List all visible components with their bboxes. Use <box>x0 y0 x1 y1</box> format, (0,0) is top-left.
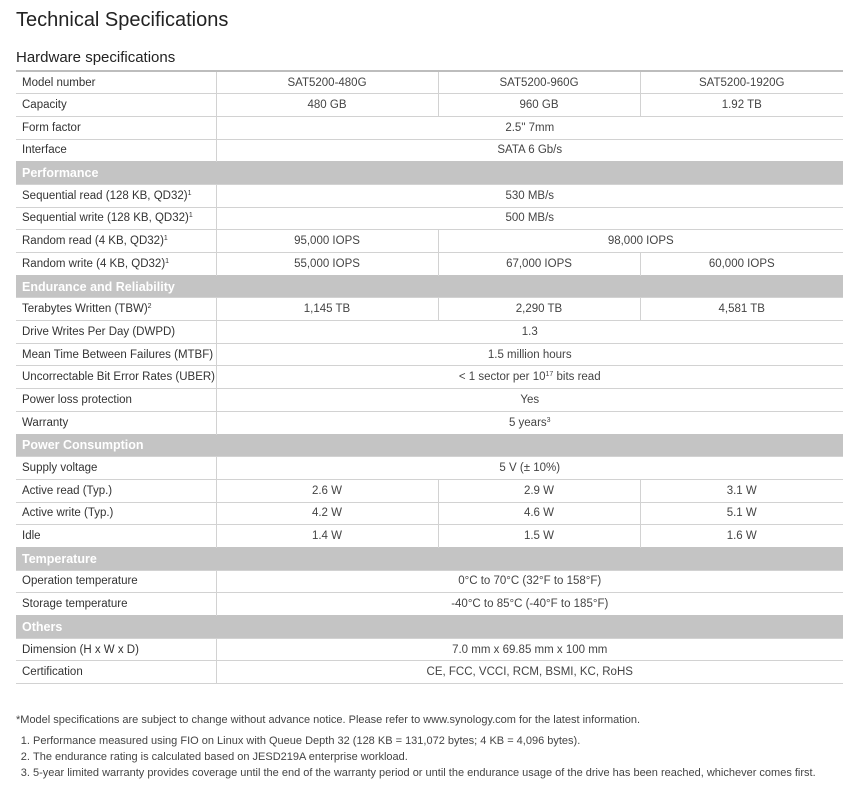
spec-row <box>16 94 843 117</box>
spec-value-text: SAT5200-1920G <box>699 76 785 89</box>
spec-value <box>640 253 843 276</box>
spec-value <box>216 298 438 321</box>
disclaimer: *Model specifications are subject to change without advance notice. Please refer to www.synology.com for the latest information. <box>16 714 641 727</box>
spec-value <box>216 411 843 434</box>
spec-label <box>16 230 216 253</box>
spec-value <box>216 116 843 139</box>
section-header: Temperature <box>16 547 843 570</box>
spec-value <box>640 298 843 321</box>
spec-row <box>16 457 843 480</box>
spec-value-text: 7.0 mm x 69.85 mm x 100 mm <box>452 643 608 656</box>
spec-label-text: Supply voltage <box>22 462 98 475</box>
spec-value-text: 95,000 IOPS <box>294 235 360 248</box>
spec-label <box>16 184 216 207</box>
spec-value-text: 1.4 W <box>311 530 343 543</box>
spec-value <box>216 207 843 230</box>
spec-row <box>16 184 843 207</box>
page-title: Technical Specifications <box>16 9 229 31</box>
spec-label <box>16 525 216 548</box>
spec-label <box>16 94 216 117</box>
spec-table-body <box>16 71 843 684</box>
spec-label <box>16 321 216 344</box>
spec-value <box>216 525 438 548</box>
spec-label-text: Capacity <box>22 99 67 112</box>
spec-row <box>16 366 843 389</box>
spec-label <box>16 593 216 616</box>
spec-value-text: 4.6 W <box>523 507 555 520</box>
footnote-item: 1. Performance measured using FIO on Linux with Queue Depth 32 (128 KB = 131,072 bytes; 4 KB = 4,096 bytes). <box>33 734 834 749</box>
spec-value-text: 60,000 IOPS <box>708 257 775 270</box>
spec-value-text: 2.6 W <box>311 484 343 497</box>
footnote-item: 3. 5-year limited warranty provides coverage until the end of the warranty period or until the endurance usage of the drive has been reached, whichever comes first. <box>33 766 834 781</box>
spec-label-text: Uncorrectable Bit Error Rates (UBER) <box>22 371 215 384</box>
spec-label-text: Idle <box>22 530 41 543</box>
spec-label <box>16 661 216 684</box>
spec-label <box>16 479 216 502</box>
spec-label <box>16 139 216 162</box>
spec-row <box>16 321 843 344</box>
spec-label-text: Storage temperature <box>22 598 128 611</box>
spec-value <box>216 479 438 502</box>
footnote-ref: 1 <box>163 235 168 243</box>
spec-row <box>16 71 843 94</box>
spec-value <box>216 502 438 525</box>
spec-row <box>16 230 843 253</box>
spec-value-text: 5 V (± 10%) <box>499 462 561 475</box>
spec-table <box>16 70 843 684</box>
spec-value <box>640 479 843 502</box>
spec-value-text: 98,000 IOPS <box>607 235 674 248</box>
spec-row <box>16 638 843 661</box>
spec-value <box>216 457 843 480</box>
spec-value-text: SAT5200-480G <box>287 76 367 89</box>
spec-value <box>216 139 843 162</box>
spec-label <box>16 253 216 276</box>
spec-value-text: 1.5 million hours <box>487 348 572 361</box>
spec-value <box>640 525 843 548</box>
spec-label-text: Random write (4 KB, QD32) <box>22 257 166 270</box>
footnote-ref: 1 <box>165 257 170 265</box>
spec-value-text: CE, FCC, VCCI, RCM, BSMI, KC, RoHS <box>426 666 633 679</box>
spec-value <box>216 389 843 412</box>
footnote-list <box>16 734 834 781</box>
section-header-row <box>16 275 843 298</box>
spec-row <box>16 389 843 412</box>
value-superscript: 3 <box>546 416 551 424</box>
spec-label-text: Active write (Typ.) <box>22 507 114 520</box>
spec-value-text: 2.5" 7mm <box>505 121 555 134</box>
section-header: Performance <box>16 162 843 185</box>
spec-row <box>16 253 843 276</box>
spec-row <box>16 593 843 616</box>
spec-row <box>16 116 843 139</box>
spec-label-text: Sequential write (128 KB, QD32) <box>22 212 189 225</box>
spec-value-text: 1,145 TB <box>303 303 351 316</box>
spec-label <box>16 71 216 94</box>
spec-value-text: 55,000 IOPS <box>294 257 360 270</box>
footnote-ref: 2 <box>147 303 152 311</box>
spec-label-text: Sequential read (128 KB, QD32) <box>22 189 188 202</box>
spec-value-text: 1.3 <box>521 325 538 338</box>
spec-value-text: 960 GB <box>519 99 559 112</box>
spec-value <box>216 230 438 253</box>
spec-value <box>216 366 843 389</box>
value-superscript: 17 <box>545 371 554 379</box>
spec-row <box>16 525 843 548</box>
section-header: Power Consumption <box>16 434 843 457</box>
spec-row <box>16 343 843 366</box>
spec-value <box>438 253 640 276</box>
spec-value <box>438 479 640 502</box>
spec-value-text: 4,581 TB <box>718 303 765 316</box>
spec-value-text: 530 MB/s <box>505 189 555 202</box>
spec-row <box>16 479 843 502</box>
spec-label-text: Model number <box>22 76 96 89</box>
spec-value <box>216 71 438 94</box>
spec-label <box>16 207 216 230</box>
spec-value-text: 2,290 TB <box>515 303 563 316</box>
spec-value-text: 480 GB <box>307 99 347 112</box>
spec-row <box>16 207 843 230</box>
spec-value-text: 5 years <box>508 416 547 429</box>
spec-value-text: 67,000 IOPS <box>506 257 572 270</box>
spec-label <box>16 298 216 321</box>
spec-value-text: 1.92 TB <box>721 99 762 112</box>
spec-value <box>216 343 843 366</box>
spec-label <box>16 366 216 389</box>
spec-value <box>438 502 640 525</box>
spec-value-text: 5.1 W <box>726 507 757 520</box>
spec-label <box>16 638 216 661</box>
spec-value-text: 1.6 W <box>726 530 757 543</box>
spec-value <box>438 71 640 94</box>
spec-row <box>16 661 843 684</box>
spec-label-text: Terabytes Written (TBW) <box>22 303 148 316</box>
spec-value <box>216 661 843 684</box>
spec-value <box>438 230 843 253</box>
section-header: Endurance and Reliability <box>16 275 843 298</box>
spec-row <box>16 298 843 321</box>
spec-label <box>16 343 216 366</box>
spec-value-text: 3.1 W <box>726 484 757 497</box>
spec-label <box>16 116 216 139</box>
section-header-row <box>16 162 843 185</box>
notes <box>16 714 834 781</box>
spec-value-text: -40°C to 85°C (-40°F to 185°F) <box>451 598 609 611</box>
footnote-ref: 1 <box>187 189 192 197</box>
spec-label <box>16 411 216 434</box>
spec-value-text: < 1 sector per 10 <box>458 371 546 384</box>
section-header: Others <box>16 616 843 639</box>
spec-label-text: Active read (Typ.) <box>22 484 113 497</box>
spec-value-text: SAT5200-960G <box>499 76 579 89</box>
spec-value-text: 1.5 W <box>523 530 555 543</box>
spec-value <box>216 321 843 344</box>
spec-value <box>640 94 843 117</box>
spec-value <box>438 94 640 117</box>
spec-label-text: Certification <box>22 666 83 679</box>
spec-value <box>216 570 843 593</box>
spec-value-text: 500 MB/s <box>505 212 555 225</box>
spec-value-text: 2.9 W <box>523 484 555 497</box>
spec-value-suffix: bits read <box>553 371 601 384</box>
spec-value <box>216 638 843 661</box>
spec-label-text: Mean Time Between Failures (MTBF) <box>22 348 214 361</box>
spec-label <box>16 502 216 525</box>
spec-row <box>16 139 843 162</box>
section-subtitle: Hardware specifications <box>16 49 176 66</box>
spec-label-text: Dimension (H x W x D) <box>22 643 139 656</box>
spec-label <box>16 570 216 593</box>
spec-label-text: Random read (4 KB, QD32) <box>22 235 164 248</box>
section-header-row <box>16 616 843 639</box>
spec-value <box>216 184 843 207</box>
spec-value <box>640 502 843 525</box>
spec-label-text: Warranty <box>22 416 69 429</box>
spec-value <box>216 94 438 117</box>
spec-label-text: Drive Writes Per Day (DWPD) <box>22 325 176 338</box>
spec-value-text: 0°C to 70°C (32°F to 158°F) <box>458 575 602 588</box>
section-header-row <box>16 434 843 457</box>
footnote-item: 2. The endurance rating is calculated based on JESD219A enterprise workload. <box>33 750 834 765</box>
spec-value <box>438 525 640 548</box>
spec-label-text: Power loss protection <box>22 393 132 406</box>
spec-row <box>16 411 843 434</box>
spec-label-text: Operation temperature <box>22 575 138 588</box>
footnote-ref: 1 <box>188 212 193 220</box>
spec-value <box>216 253 438 276</box>
spec-row <box>16 570 843 593</box>
spec-value <box>438 298 640 321</box>
section-header-row <box>16 547 843 570</box>
spec-value-text: 4.2 W <box>311 507 343 520</box>
spec-label <box>16 389 216 412</box>
spec-value-text: SATA 6 Gb/s <box>497 144 563 157</box>
spec-label <box>16 457 216 480</box>
spec-value <box>640 71 843 94</box>
spec-value <box>216 593 843 616</box>
spec-row <box>16 502 843 525</box>
spec-label-text: Interface <box>22 144 67 157</box>
spec-value-text: Yes <box>520 393 540 406</box>
spec-label-text: Form factor <box>22 121 81 134</box>
